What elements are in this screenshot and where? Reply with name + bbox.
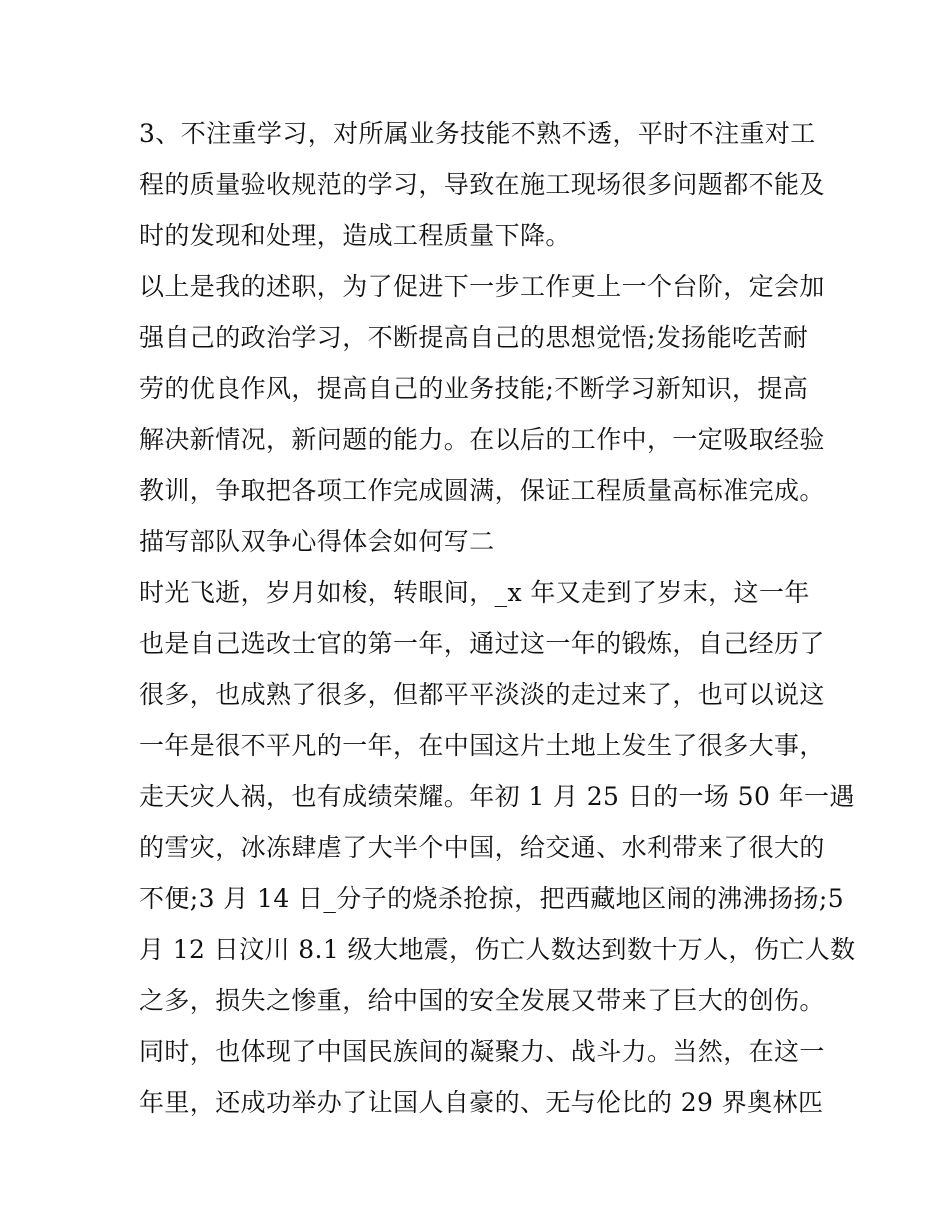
section-heading: 描写部队双争心得体会如何写二 [139, 527, 495, 556]
text-line: 年里，还成功举办了让国人自豪的、无与伦比的 29 界奥林匹 [139, 1088, 824, 1117]
text-line: 强自己的政治学习，不断提高自己的思想觉悟;发扬能吃苦耐 [139, 323, 809, 352]
text-line: 3、不注重学习，对所属业务技能不熟不透，平时不注重对工 [139, 119, 816, 148]
text-line: 同时，也体现了中国民族间的凝聚力、战斗力。当然，在这一 [139, 1037, 825, 1066]
text-line: 一年是很不平凡的一年，在中国这片土地上发生了很多大事， [139, 731, 825, 760]
text-line: 不便;3 月 14 日_分子的烧杀抢掠，把西藏地区闹的沸沸扬扬;5 [139, 884, 845, 913]
text-line: 月 12 日汶川 8.1 级大地震，伤亡人数达到数十万人，伤亡人数 [139, 935, 856, 964]
text-line: 程的质量验收规范的学习，导致在施工现场很多问题都不能及 [139, 170, 825, 199]
text-line: 时光飞逝，岁月如梭，转眼间，_x 年又走到了岁末，这一年 [139, 578, 810, 607]
text-line: 解决新情况，新问题的能力。在以后的工作中，一定吸取经验 [139, 425, 825, 454]
document-body [139, 108, 856, 1128]
text-line: 很多，也成熟了很多，但都平平淡淡的走过来了，也可以说这 [139, 680, 825, 709]
text-line: 的雪灾，冰冻肆虐了大半个中国，给交通、水利带来了很大的 [139, 833, 825, 862]
text-line: 劳的优良作风，提高自己的业务技能;不断学习新知识，提高 [139, 374, 809, 403]
text-line: 时的发现和处理，造成工程质量下降。 [139, 221, 571, 250]
text-line: 之多，损失之惨重，给中国的安全发展又带来了巨大的创伤。 [139, 986, 825, 1015]
text-line: 以上是我的述职，为了促进下一步工作更上一个台阶，定会加 [139, 272, 825, 301]
text-line: 走天灾人祸，也有成绩荣耀。年初 1 月 25 日的一场 50 年一遇 [139, 782, 855, 811]
text-line: 教训，争取把各项工作完成圆满，保证工程质量高标准完成。 [139, 476, 825, 505]
text-line: 也是自己选改士官的第一年，通过这一年的锻炼，自己经历了 [139, 629, 825, 658]
